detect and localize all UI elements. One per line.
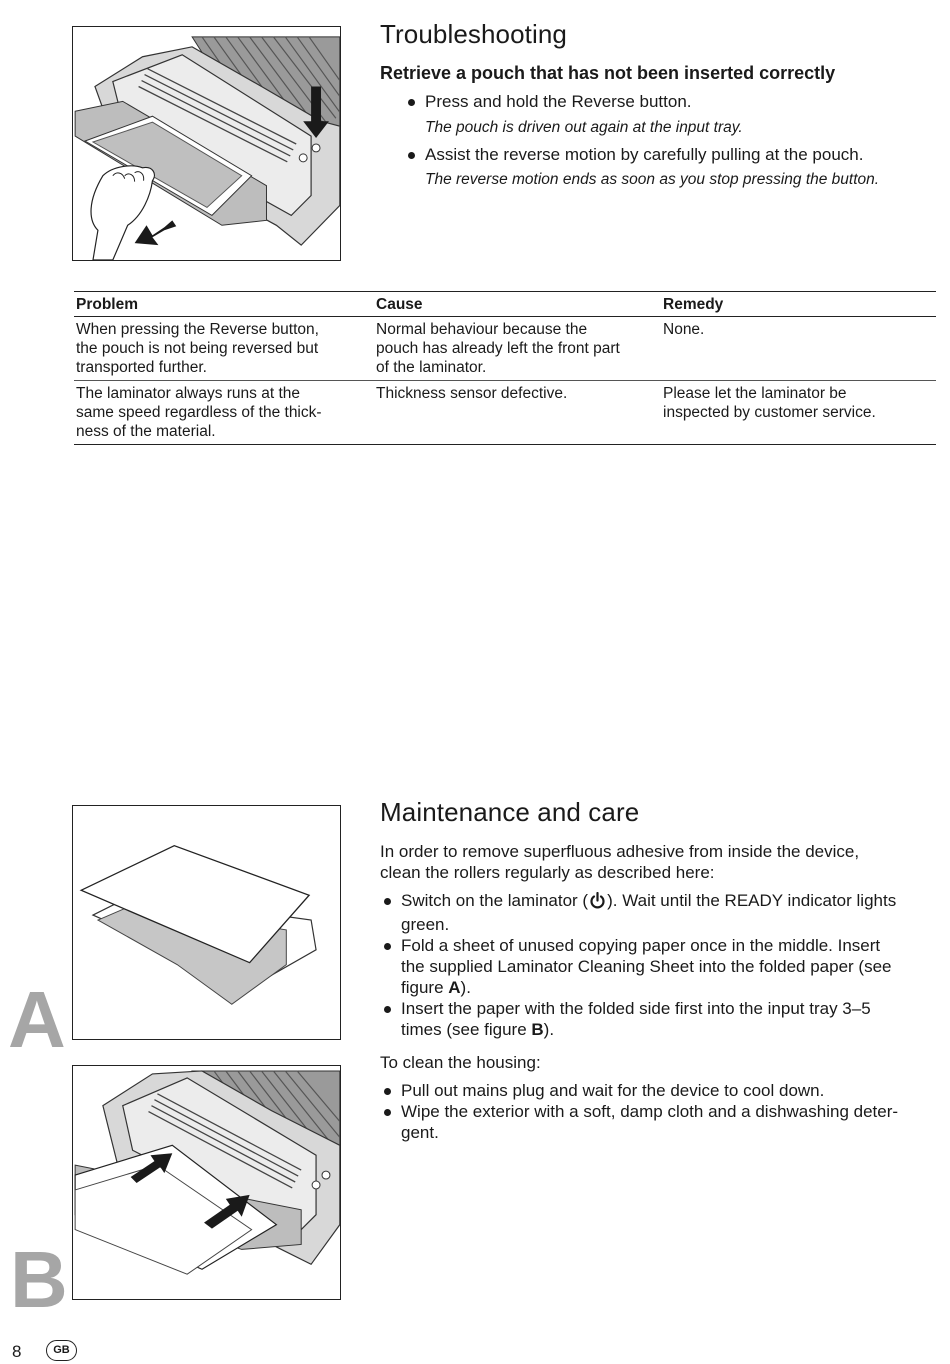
figure-label-b: B [10, 1235, 68, 1324]
step-note: The pouch is driven out again at the input tray. [425, 119, 743, 136]
step-text: ). [543, 1020, 555, 1039]
figure-a-folded-paper [72, 805, 341, 1040]
cell-line: None. [663, 321, 705, 338]
cell-line: ness of the material. [76, 423, 216, 440]
intro-line: In order to remove superfluous adhesive from inside the device, [380, 842, 860, 861]
figure-label-a: A [8, 975, 66, 1064]
figure-reverse-pouch [72, 26, 341, 261]
step-text: Fold a sheet of unused copying paper once in the middle. Insert [401, 936, 881, 955]
maintenance-intro [380, 841, 940, 883]
figure-b-insert-paper [72, 1065, 341, 1300]
list-item [381, 1080, 941, 1101]
cell-problem [74, 317, 374, 381]
column-header-problem: Problem [74, 292, 374, 317]
list-item [381, 1101, 941, 1143]
step-text: ). [460, 978, 471, 997]
troubleshooting-title: Troubleshooting [380, 19, 567, 49]
step-text: the supplied Laminator Cleaning Sheet into the folded paper (see [401, 957, 892, 976]
cell-line: Normal behaviour because the [376, 321, 588, 338]
cell-remedy [661, 381, 936, 445]
cell-line: transported further. [76, 359, 207, 376]
housing-steps [381, 1080, 941, 1143]
list-item [381, 890, 941, 935]
cell-line: Please let the laminator be [663, 385, 847, 402]
step-text: Switch on the laminator ( [401, 891, 589, 910]
maintenance-title: Maintenance and care [380, 797, 640, 827]
page-number: 8 [12, 1342, 22, 1361]
table-row [74, 317, 936, 381]
cell-line: the pouch is not being reversed but [76, 340, 319, 357]
cell-line: When pressing the Reverse button, [76, 321, 319, 338]
list-item [381, 998, 941, 1040]
cell-line: of the laminator. [376, 359, 487, 376]
step-text: Insert the paper with the folded side first into the input tray 3–5 [401, 999, 871, 1018]
step-text: figure [401, 978, 449, 997]
step-text: gent. [401, 1123, 439, 1142]
cell-cause [374, 317, 661, 381]
step-text: Pull out mains plug and wait for the device to cool down. [401, 1081, 825, 1100]
troubleshooting-steps [405, 91, 935, 195]
step-text: Press and hold the Reverse button. [425, 92, 692, 111]
step-text: green. [401, 915, 450, 934]
cell-problem [74, 381, 374, 445]
cell-line: same speed regardless of the thick- [76, 404, 322, 421]
step-text: times (see figure [401, 1020, 532, 1039]
housing-intro: To clean the housing: [380, 1053, 541, 1072]
cell-cause [374, 381, 661, 445]
troubleshooting-subtitle: Retrieve a pouch that has not been inserted correctly [380, 63, 836, 83]
list-item [381, 935, 941, 998]
intro-line: clean the rollers regularly as described here: [380, 863, 715, 882]
list-item [405, 144, 935, 195]
folded-paper-illustration [73, 806, 340, 1039]
table-row [74, 381, 936, 445]
country-badge: GB [46, 1340, 77, 1361]
column-header-remedy: Remedy [661, 292, 936, 317]
cell-line: The laminator always runs at the [76, 385, 300, 402]
troubleshooting-table [74, 291, 936, 445]
cell-line: inspected by customer service. [663, 404, 876, 421]
power-icon [589, 892, 606, 914]
cell-remedy [661, 317, 936, 381]
step-text: Wipe the exterior with a soft, damp cloth and a dishwashing deter- [401, 1102, 899, 1121]
figure-ref-a: A [448, 978, 461, 997]
figure-ref-b: B [531, 1020, 544, 1039]
column-header-cause: Cause [374, 292, 661, 317]
step-text: ). Wait until the READY indicator lights [607, 891, 897, 910]
cell-line: pouch has already left the front part [376, 340, 620, 357]
step-text: Assist the reverse motion by carefully pulling at the pouch. [425, 145, 864, 164]
laminator-reverse-illustration [73, 27, 340, 260]
laminator-insert-illustration [73, 1066, 340, 1299]
table-header-row [74, 292, 936, 317]
step-note: The reverse motion ends as soon as you stop pressing the button. [425, 171, 880, 188]
cell-line: Thickness sensor defective. [376, 385, 568, 402]
list-item [405, 91, 935, 144]
maintenance-steps [381, 890, 941, 1040]
